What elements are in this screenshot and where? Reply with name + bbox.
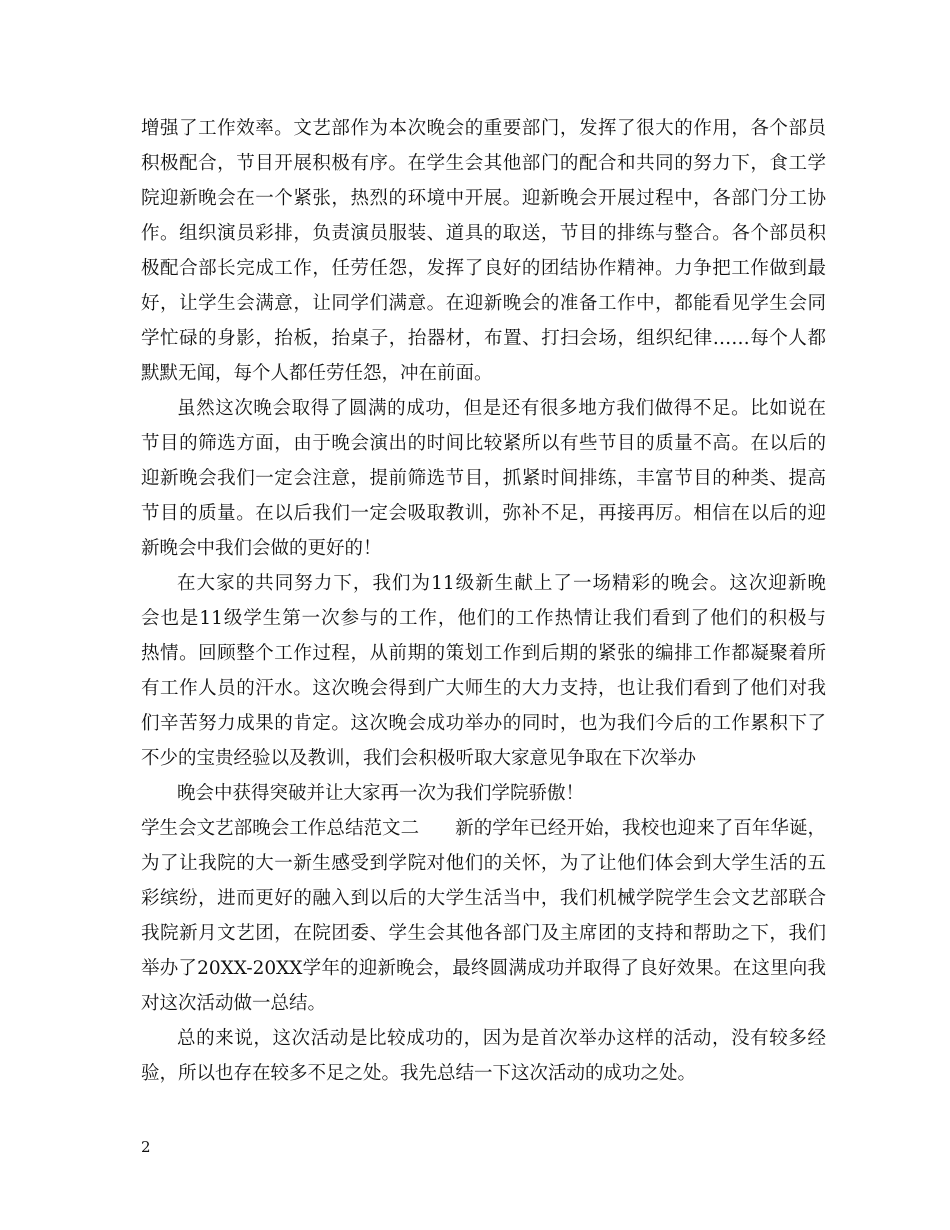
paragraph (141, 566, 826, 776)
text-line: 好，让学生会满意，让同学们满意。在迎新晚会的准备工作中，都能看见学生会同 (141, 293, 826, 314)
text-line: 节目的质量。在以后我们一定会吸取教训，弥补不足，再接再厉。相信在以后的迎 (141, 503, 826, 524)
heading-line-text: 新的学年已经开始，我校也迎来了百年华诞， (455, 818, 826, 839)
text-line: 我院新月文艺团，在院团委、学生会其他各部门及主席团的支持和帮助之下，我们 (141, 923, 826, 944)
paragraph (141, 111, 826, 391)
text-line: 不少的宝贵经验以及教训，我们会积极听取大家意见争取在下次举办 (141, 748, 697, 769)
text-line: 热情。回顾整个工作过程，从前期的策划工作到后期的紧张的编排工作都凝聚着所 (141, 643, 826, 664)
text-line: 默默无闻，每个人都任劳任怨，冲在前面。 (141, 363, 493, 384)
text-line: 验，所以也存在较多不足之处。我先总结一下这次活动的成功之处。 (141, 1063, 697, 1084)
text-line: 院迎新晚会在一个紧张，热烈的环境中开展。迎新晚会开展过程中，各部门分工协 (141, 188, 826, 209)
document-body (141, 111, 826, 1091)
text-line: 极配合部长完成工作，任劳任怨，发挥了良好的团结协作精神。力争把工作做到最 (141, 258, 826, 279)
text-line (141, 811, 826, 846)
text-line: 有工作人员的汗水。这次晚会得到广大师生的大力支持，也让我们看到了他们对我 (141, 678, 826, 699)
text-line: 对这次活动做一总结。 (141, 993, 327, 1014)
paragraph (141, 776, 826, 811)
section-heading: 学生会文艺部晚会工作总结范文二 (141, 818, 420, 839)
paragraph (141, 811, 826, 1021)
text-line: 虽然这次晚会取得了圆满的成功，但是还有很多地方我们做得不足。比如说在 (177, 398, 826, 419)
text-line: 积极配合，节目开展积极有序。在学生会其他部门的配合和共同的努力下，食工学 (141, 153, 826, 174)
text-line: 会也是11级学生第一次参与的工作，他们的工作热情让我们看到了他们的积极与 (141, 608, 826, 629)
text-line: 学忙碌的身影，抬板，抬桌子，抬器材，布置、打扫会场，组织纪律……每个人都 (141, 328, 826, 349)
text-line: 在大家的共同努力下，我们为11级新生献上了一场精彩的晚会。这次迎新晚 (177, 573, 826, 594)
text-line: 总的来说，这次活动是比较成功的，因为是首次举办这样的活动，没有较多经 (177, 1028, 826, 1049)
text-line: 晚会中获得突破并让大家再一次为我们学院骄傲！ (177, 783, 585, 804)
text-line: 迎新晚会我们一定会注意，提前筛选节目，抓紧时间排练，丰富节目的种类、提高 (141, 468, 826, 489)
text-line: 为了让我院的大一新生感受到学院对他们的关怀，为了让他们体会到大学生活的五 (141, 853, 826, 874)
text-line: 作。组织演员彩排，负责演员服装、道具的取送，节目的排练与整合。各个部员积 (141, 223, 826, 244)
page-number: 2 (141, 1138, 151, 1156)
paragraph (141, 391, 826, 566)
text-line: 举办了20XX-20XX学年的迎新晚会，最终圆满成功并取得了良好效果。在这里向我 (141, 958, 826, 979)
text-line: 彩缤纷，进而更好的融入到以后的大学生活当中，我们机械学院学生会文艺部联合 (141, 888, 826, 909)
text-line: 节目的筛选方面，由于晚会演出的时间比较紧所以有些节目的质量不高。在以后的 (141, 433, 826, 454)
paragraph (141, 1021, 826, 1091)
text-line: 新晚会中我们会做的更好的！ (141, 538, 382, 559)
text-line: 增强了工作效率。文艺部作为本次晚会的重要部门，发挥了很大的作用，各个部员 (141, 118, 826, 139)
text-line: 们辛苦努力成果的肯定。这次晚会成功举办的同时，也为我们今后的工作累积下了 (141, 713, 826, 734)
